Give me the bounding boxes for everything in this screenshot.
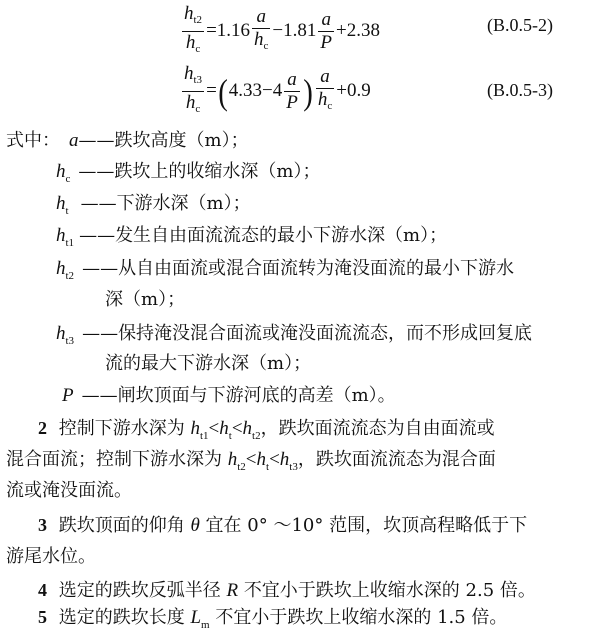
- inequality-ht2-ht-ht3: $h_{t2}<h_t<h_{t3}$: [227, 449, 298, 473]
- clause-text: ，跌坎面流流态为自由面流或: [260, 418, 495, 439]
- def-symbol: a: [69, 130, 79, 151]
- clause-text: 选定的跌坎长度: [58, 607, 185, 628]
- def-text: ——下游水深（m）；: [80, 193, 251, 214]
- def-ht2-continued: 深（m）；: [105, 289, 186, 310]
- clause-text: 控制下游水深为: [58, 418, 185, 439]
- def-ht3: [56, 322, 532, 348]
- subscript: c: [195, 103, 201, 115]
- def-p: [62, 384, 396, 408]
- clause-2-line-3: 流或淹没面流。: [6, 480, 132, 501]
- clause-text: 跌坎顶面的仰角: [58, 515, 185, 536]
- lhs-fraction: [182, 4, 204, 59]
- symbol-h: h: [185, 92, 196, 113]
- coefficient: =1.16: [206, 19, 251, 41]
- symbol-h: h: [184, 63, 194, 84]
- def-ht3-continued: 流的最大下游水深（m）；: [105, 353, 312, 374]
- symbol-l: L: [190, 607, 202, 628]
- def-text: ——闸坎顶面与下游河底的高差（m）。: [81, 385, 396, 406]
- equation-number: (B.0.5-3): [487, 80, 553, 100]
- def-subscript: t3: [65, 335, 75, 347]
- clause-2-line-2: [6, 448, 496, 474]
- symbol-h: h: [184, 3, 194, 24]
- clause-text: 不宜小于跌坎上收缩水深的 2.5 倍。: [243, 580, 536, 601]
- subscript: c: [263, 40, 269, 52]
- symbol-a: a: [318, 10, 334, 32]
- constant: +2.38: [336, 19, 380, 41]
- def-ht: [56, 192, 251, 218]
- clause-text: 宜在 0° ～10° 范围，坎顶高程略低于下: [205, 515, 528, 536]
- def-text: ——跌坎高度（m）；: [78, 130, 249, 151]
- def-a: [69, 129, 249, 153]
- def-subscript: c: [65, 173, 71, 185]
- clause-number: 2: [38, 418, 47, 438]
- clause-text: ，跌坎面流流态为混合面: [297, 449, 496, 470]
- fraction-a-hc: [316, 67, 334, 116]
- def-symbol: P: [62, 385, 74, 406]
- subscript: c: [195, 43, 201, 55]
- symbol-r: R: [226, 580, 239, 601]
- def-text: ——从自由面流或混合面流转为淹没面流的最小下游水: [82, 258, 515, 279]
- lead-text: 式中：: [6, 130, 60, 151]
- symbol-a: a: [316, 67, 334, 89]
- symbol-p: P: [320, 32, 332, 53]
- def-subscript: t1: [65, 237, 75, 249]
- clause-number: 5: [38, 607, 47, 627]
- symbol-theta: θ: [190, 515, 200, 536]
- clause-number: 4: [38, 580, 47, 600]
- def-subscript: t2: [65, 270, 75, 282]
- equation-b053: [180, 64, 371, 119]
- subscript: c: [327, 100, 333, 112]
- def-symbol: h: [56, 258, 66, 279]
- symbol-h: h: [185, 32, 196, 53]
- clause-2-line-1: [38, 416, 495, 443]
- clause-number: 3: [38, 515, 47, 535]
- def-text: ——保持淹没混合面流或淹没面流流态，而不形成回复底: [82, 323, 533, 344]
- clause-5: [38, 605, 507, 632]
- clause-text: 选定的跌坎反弧半径: [58, 580, 221, 601]
- left-paren: (: [217, 71, 228, 112]
- coefficient: −1.81: [272, 19, 317, 41]
- definitions-lead: [6, 129, 60, 153]
- def-ht1: [56, 224, 447, 250]
- lhs-fraction: [182, 64, 204, 119]
- def-symbol: h: [56, 161, 66, 182]
- symbol-h: h: [317, 89, 328, 110]
- def-symbol: h: [56, 225, 66, 246]
- def-subscript: t: [65, 205, 69, 217]
- def-symbol: h: [56, 193, 66, 214]
- clause-4: [38, 578, 536, 603]
- def-ht2: [56, 257, 514, 283]
- subscript: m: [201, 619, 210, 631]
- clause-text: 混合面流；控制下游水深为: [6, 449, 222, 470]
- equation-number: (B.0.5-2): [487, 15, 553, 35]
- fraction-a-p: [318, 10, 334, 53]
- subscript: t2: [193, 14, 203, 26]
- equation-b052: [180, 4, 380, 59]
- equals-sign: =: [206, 79, 217, 101]
- def-hc: [56, 160, 320, 186]
- fraction-a-hc: [252, 7, 270, 56]
- def-text: ——发生自由面流流态的最小下游水深（m）；: [79, 225, 448, 246]
- coefficient: 4.33−4: [228, 79, 283, 101]
- symbol-a: a: [284, 70, 300, 92]
- subscript: t3: [193, 74, 203, 86]
- clause-text: 不宜小于跌坎上收缩水深的 1.5 倍。: [215, 607, 508, 628]
- symbol-h: h: [254, 29, 264, 50]
- def-text: ——跌坎上的收缩水深（m）；: [78, 161, 321, 182]
- symbol-p: P: [286, 92, 298, 113]
- constant: +0.9: [336, 79, 371, 101]
- right-paren: ): [303, 71, 313, 112]
- clause-3-line-2: 游尾水位。: [6, 546, 96, 567]
- symbol-a: a: [252, 7, 270, 29]
- def-symbol: h: [56, 323, 66, 344]
- clause-3-line-1: [38, 513, 527, 538]
- fraction-a-p: [284, 70, 300, 113]
- inequality-ht1-ht-ht2: $h_{t1}<h_t<h_{t2}$: [190, 418, 261, 442]
